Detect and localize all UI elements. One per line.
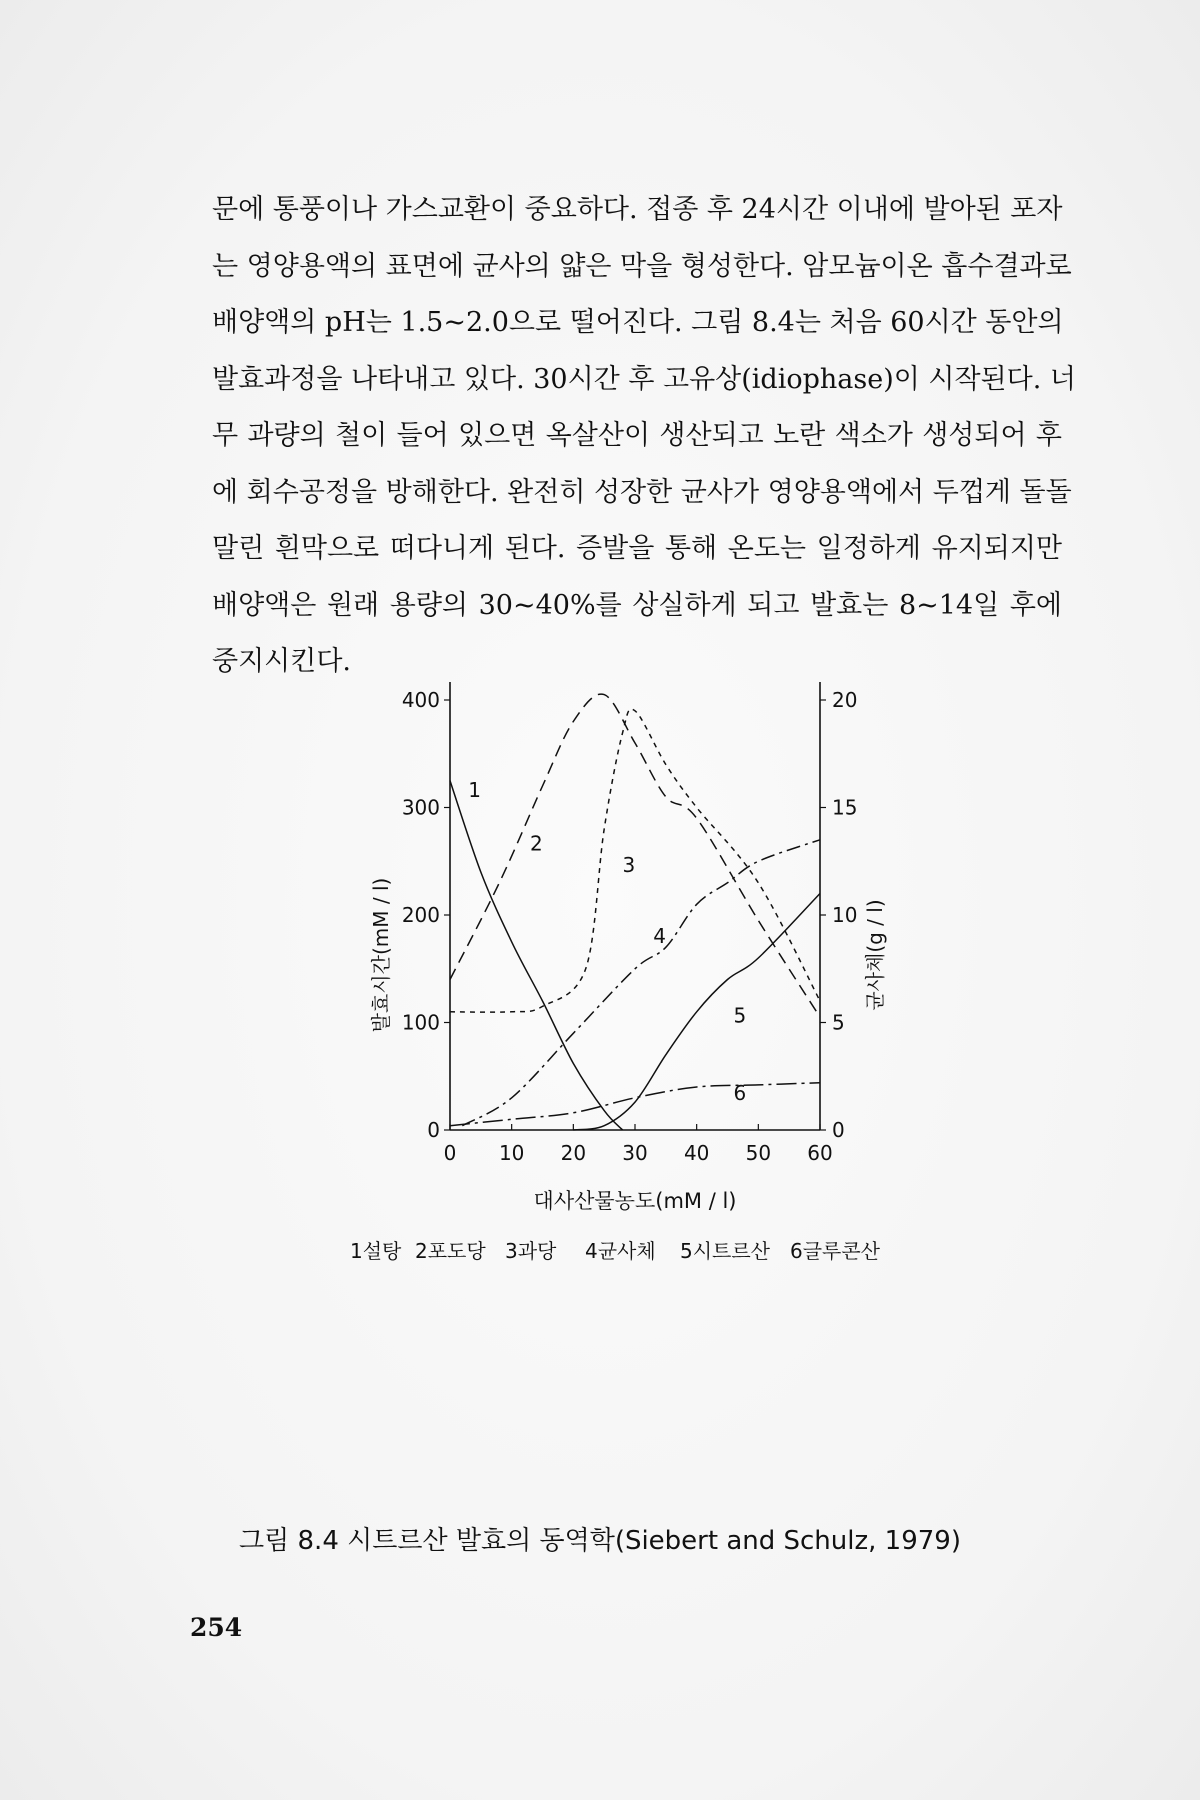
figure-chart: [340, 670, 960, 1400]
chart-labels-group: [350, 688, 887, 1263]
x-tick-label: 30: [622, 1141, 648, 1165]
left-y-tick-label: 200: [401, 903, 440, 927]
series-number-label: 5: [733, 1003, 747, 1028]
body-line: 배양액의 pH는 1.5~2.0으로 떨어진다. 그림 8.4는 처음 60시간 동안의: [212, 307, 1064, 338]
right-y-tick-label: 20: [832, 688, 858, 712]
x-tick-label: 0: [443, 1141, 457, 1165]
right-y-tick-label: 5: [832, 1010, 845, 1035]
chart-axes: [444, 682, 826, 1130]
right-y-tick-label: 15: [832, 795, 858, 820]
series-number-label: 2: [529, 831, 543, 856]
body-line: 에 회수공정을 방해한다. 완전히 성장한 균사가 영양용액에서 두껍게 돌돌: [212, 476, 1072, 508]
right-y-axis-title: 균사체(g / l): [863, 899, 887, 1011]
right-y-tick-label: 0: [832, 1118, 845, 1142]
left-y-tick-label: 400: [401, 688, 440, 712]
left-y-tick-label: 0: [427, 1118, 440, 1142]
series-number-label: 6: [733, 1080, 747, 1105]
x-tick-label: 20: [560, 1141, 587, 1165]
legend-item: 5시트르산: [680, 1239, 771, 1263]
series-number-label: 3: [622, 853, 636, 877]
legend-item: 6글루콘산: [790, 1239, 881, 1263]
body-line: 말린 흰막으로 떠다니게 된다. 증발을 통해 온도는 일정하게 유지되지만: [212, 533, 1062, 564]
x-tick-label: 60: [807, 1141, 833, 1165]
body-line: 는 영양용액의 표면에 균사의 얇은 막을 형성한다. 암모늄이온 흡수결과로: [212, 250, 1072, 282]
x-tick-label: 50: [745, 1141, 772, 1165]
x-tick-label: 40: [683, 1141, 710, 1165]
body-line: 무 과량의 철이 들어 있으면 옥살산이 생산되고 노란 색소가 생성되어 후: [212, 420, 1062, 451]
left-y-tick-label: 100: [401, 1010, 440, 1035]
series-line-4: [462, 840, 820, 1126]
legend-item: 3과당: [505, 1239, 557, 1263]
series-line-6: [450, 1080, 820, 1126]
x-axis-title: 대사산물농도(mM / l): [533, 1189, 737, 1213]
body-line: 문에 통풍이나 가스교환이 중요하다. 접종 후 24시간 이내에 발아된 포자: [212, 194, 1063, 225]
left-y-tick-label: 300: [401, 795, 440, 820]
chart-svg: [340, 670, 960, 1400]
series-number-label: 4: [653, 923, 667, 948]
series-line-5: [573, 894, 820, 1131]
figure-caption: 그림 8.4 시트르산 발효의 동역학(Siebert and Schulz, 1979): [239, 1526, 961, 1556]
series-number-label: 1: [468, 777, 482, 802]
legend-item: 2포도당: [415, 1239, 486, 1263]
body-line: 중지시킨다.: [212, 646, 351, 677]
legend-item: 1설탕: [350, 1239, 402, 1263]
right-y-tick-label: 10: [832, 903, 858, 927]
x-tick-label: 10: [498, 1141, 525, 1165]
page-number: 254: [190, 1613, 243, 1642]
legend-item: 4균사체: [585, 1239, 656, 1263]
body-line: 발효과정을 나타내고 있다. 30시간 후 고유상(idiophase)이 시작된다. 너: [212, 363, 1076, 395]
left-y-axis-title: 발효시간(mM / l): [369, 877, 393, 1033]
chart-series-group: [450, 694, 820, 1130]
body-line: 배양액은 원래 용량의 30~40%를 상실하게 되고 발효는 8~14일 후에: [212, 589, 1062, 621]
body-text: [212, 182, 1076, 691]
